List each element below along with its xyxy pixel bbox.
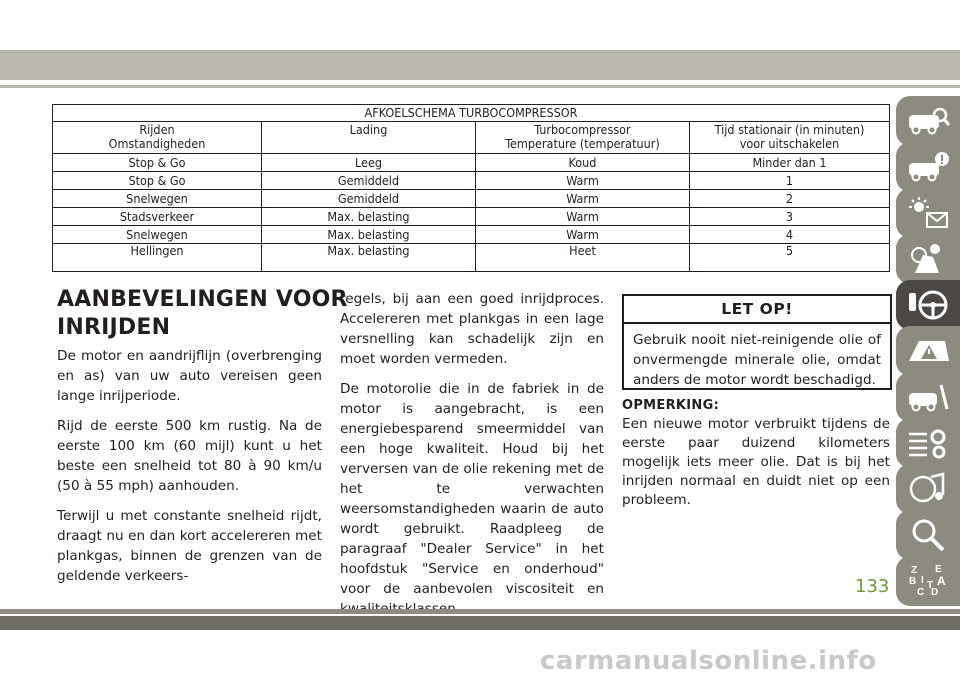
car-emergency-icon — [905, 333, 951, 369]
warning-lights-icon — [905, 195, 951, 231]
note-text: Een nieuwe motor verbruikt tijdens de eerste paar duizend kilometers mogelijk iets meer olie. Dat is bij het inrijden normaal en duidt niet op een probleem. — [622, 416, 890, 508]
table-row — [53, 244, 890, 272]
table-cell: Snelwegen — [53, 226, 262, 244]
paragraph: regels, bij aan een goed inrijdproces. Accelereren met plankgas in een lage versnelling kan schadelijk zijn en moet worden vermeden. — [340, 291, 604, 367]
multimedia-music-icon — [905, 471, 951, 507]
note-heading: OPMERKING: — [622, 398, 720, 413]
section-heading: AANBEVELINGEN VOOR INRIJDEN — [57, 287, 348, 340]
svg-text:A: A — [937, 574, 946, 588]
table-cell: 1 — [690, 172, 890, 190]
header-driving-conditions: Rijden Omstandigheden — [53, 122, 262, 154]
svg-text:B: B — [909, 576, 917, 587]
svg-text:C: C — [917, 587, 925, 598]
alphabet-index-icon — [905, 563, 951, 599]
table-cell: Stadsverkeer — [53, 208, 262, 226]
header-rule — [0, 85, 960, 88]
svg-text:D: D — [931, 587, 939, 598]
tab-car-search[interactable] — [896, 96, 960, 146]
page-number: 133 — [855, 576, 890, 597]
tab-multimedia[interactable] — [896, 464, 960, 514]
paragraph: De motor en aandrijflijn (overbrenging en as) van uw auto vereisen geen lange inrijperiode. — [57, 348, 322, 404]
tab-airbag-safety[interactable] — [896, 234, 960, 284]
tab-emergency[interactable] — [896, 326, 960, 376]
warning-title: LET OP! — [624, 296, 890, 324]
table-cell: Stop & Go — [53, 172, 262, 190]
footer-rule — [0, 609, 960, 614]
table-cell: Max. belasting — [262, 244, 476, 272]
turbo-cooldown-table — [52, 104, 890, 272]
table-cell: 2 — [690, 190, 890, 208]
table-cell: Gemiddeld — [262, 190, 476, 208]
tab-alphabet-index[interactable] — [896, 556, 960, 606]
header-idle-time: Tijd stationair (in minuten) voor uitschakelen — [690, 122, 890, 154]
header-load: Lading — [262, 122, 476, 154]
tab-warning-lights[interactable] — [896, 188, 960, 238]
table-cell: Max. belasting — [262, 208, 476, 226]
table-cell: Koud — [476, 154, 690, 172]
steering-wheel-icon — [905, 287, 951, 323]
table-cell: Hellingen — [53, 244, 262, 272]
paragraph: Rijd de eerste 500 km rustig. Na de eerste 100 km (60 mijl) kunt u het beste een snelheid tot 80 à 90 km/u (50 à 55 mph) aanhouden. — [57, 418, 322, 494]
table-row — [53, 226, 890, 244]
index-search-icon — [905, 517, 951, 553]
table-cell: Warm — [476, 226, 690, 244]
table-row — [53, 208, 890, 226]
table-cell: Warm — [476, 190, 690, 208]
table-row — [53, 154, 890, 172]
tab-specifications[interactable] — [896, 418, 960, 468]
specifications-gears-icon — [905, 425, 951, 461]
top-margin — [0, 0, 960, 50]
table-cell: Leeg — [262, 154, 476, 172]
table-cell: 5 — [690, 244, 890, 272]
table-cell: Heet — [476, 244, 690, 272]
airbag-person-icon — [905, 241, 951, 277]
text-column-middle — [340, 289, 604, 629]
svg-text:I: I — [921, 575, 924, 586]
tab-index-search[interactable] — [896, 510, 960, 560]
table-cell: Gemiddeld — [262, 172, 476, 190]
tab-service[interactable] — [896, 372, 960, 422]
text-column-left — [57, 346, 322, 596]
tab-starting-driving[interactable] — [896, 280, 960, 330]
table-row — [53, 172, 890, 190]
svg-text:Z: Z — [911, 565, 918, 576]
table-cell: Snelwegen — [53, 190, 262, 208]
paragraph: De motorolie die in de fabriek in de motor is aangebracht, is een energiebesparend smeermiddel van een hoge kwaliteit. Houd bij het verversen van de olie rekening met de het te verwachten weersomstandigheden waarin de auto wordt gebruikt. Raadpleeg de paragraaf "Dealer Service" in het hoofdstuk "Service en onderhoud" voor de aanbevolen viscositeit en — [340, 381, 604, 597]
car-search-icon — [905, 103, 951, 139]
table-cell: 3 — [690, 208, 890, 226]
header-band — [0, 50, 960, 80]
table-cell: Warm — [476, 172, 690, 190]
table-row — [53, 190, 890, 208]
table-cell: 4 — [690, 226, 890, 244]
car-info-icon — [905, 149, 951, 185]
warning-text: Gebruik nooit niet-reinigende olie of onvermengde minerale olie, omdat anders de motor wordt beschadigd. — [633, 332, 881, 388]
note-block — [622, 396, 890, 510]
table-cell: Warm — [476, 208, 690, 226]
header-turbo-temperature: Turbocompressor Temperature (temperatuur) — [476, 122, 690, 154]
car-service-icon — [905, 379, 951, 415]
table-title: AFKOELSCHEMA TURBOCOMPRESSOR — [53, 105, 890, 122]
footer-band — [0, 616, 960, 630]
warning-box — [622, 294, 892, 390]
svg-text:E: E — [935, 564, 942, 575]
table-header-row — [53, 122, 890, 154]
table-cell: Stop & Go — [53, 154, 262, 172]
tab-car-info[interactable] — [896, 142, 960, 192]
watermark: carmanualsonline.info — [540, 646, 877, 676]
table-cell: Max. belasting — [262, 226, 476, 244]
paragraph: Terwijl u met constante snelheid rijdt, draagt nu en dan kort accelereren met plankgas, binnen de grenzen van de geldende verkeers- — [57, 508, 322, 584]
table-cell: Minder dan 1 — [690, 154, 890, 172]
svg-text:T: T — [927, 580, 934, 591]
